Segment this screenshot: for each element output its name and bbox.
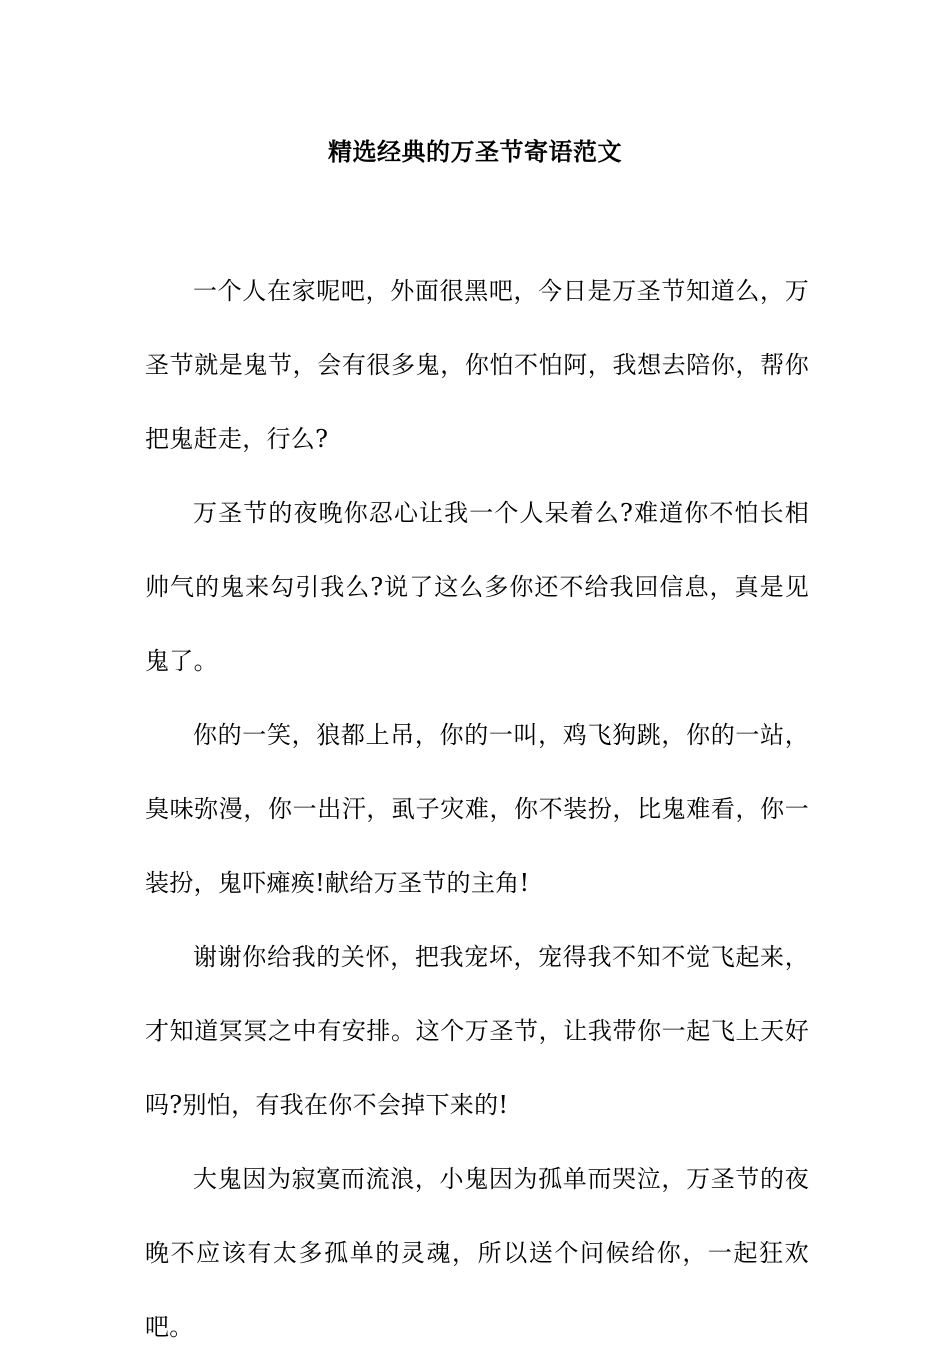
- paragraph: 大鬼因为寂寞而流浪，小鬼因为孤单而哭泣，万圣节的夜晚不应该有太多孤单的灵魂，所以送个问候给你，一起狂欢吧。: [145, 1165, 809, 1341]
- paragraph: 谢谢你给我的关怀，把我宠坏，宠得我不知不觉飞起来，才知道冥冥之中有安排。这个万圣节，让我带你一起飞上天好吗?别怕，有我在你不会掉下来的!: [145, 943, 809, 1119]
- paragraph: 你的一笑，狼都上吊，你的一叫，鸡飞狗跳，你的一站，臭味弥漫，你一出汗，虱子灾难，你不装扮，比鬼难看，你一装扮，鬼吓瘫痪!献给万圣节的主角!: [145, 721, 809, 897]
- document-body: [145, 254, 809, 1364]
- paragraph: 万圣节的夜晚你忍心让我一个人呆着么?难道你不怕长相帅气的鬼来勾引我么?说了这么多你还不给我回信息，真是见鬼了。: [145, 499, 809, 675]
- paragraph: 一个人在家呢吧，外面很黑吧，今日是万圣节知道么，万圣节就是鬼节，会有很多鬼，你怕不怕阿，我想去陪你，帮你把鬼赶走，行么?: [145, 277, 809, 453]
- document-title: 精选经典的万圣节寄语范文: [328, 137, 622, 166]
